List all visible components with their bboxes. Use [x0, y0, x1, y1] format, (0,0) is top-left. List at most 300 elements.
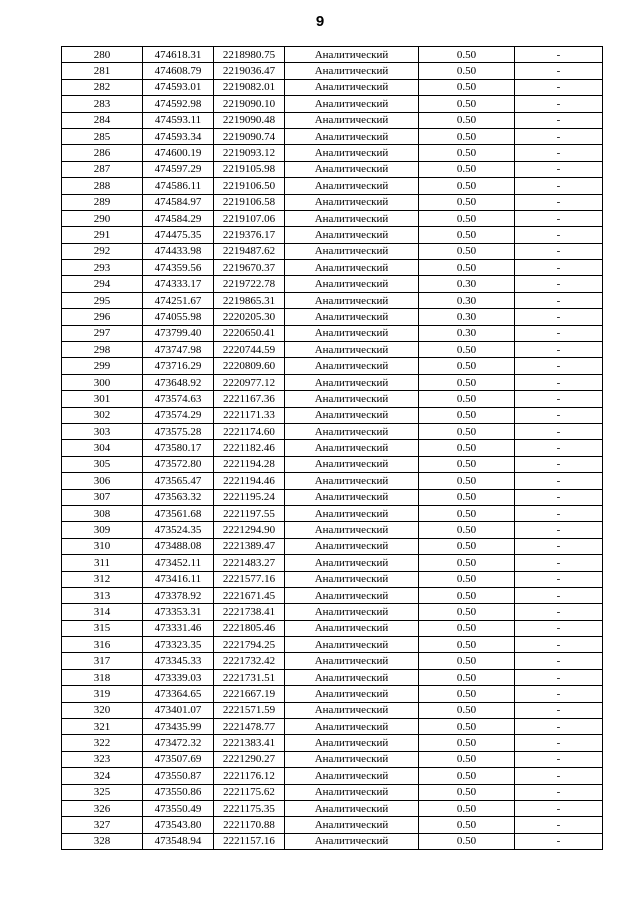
method-cell: Аналитический	[285, 571, 419, 587]
accuracy-cell: 0.50	[419, 423, 515, 439]
description-cell: -	[515, 96, 603, 112]
x-coordinate-cell: 474592.98	[143, 96, 214, 112]
accuracy-cell: 0.50	[419, 342, 515, 358]
method-cell: Аналитический	[285, 391, 419, 407]
y-coordinate-cell: 2221794.25	[214, 637, 285, 653]
point-number-cell: 293	[62, 260, 143, 276]
y-coordinate-cell: 2219107.06	[214, 210, 285, 226]
description-cell: -	[515, 243, 603, 259]
coordinates-table-body	[62, 47, 603, 850]
method-cell: Аналитический	[285, 604, 419, 620]
accuracy-cell: 0.50	[419, 653, 515, 669]
description-cell: -	[515, 571, 603, 587]
accuracy-cell: 0.50	[419, 604, 515, 620]
x-coordinate-cell: 474251.67	[143, 292, 214, 308]
y-coordinate-cell: 2219376.17	[214, 227, 285, 243]
description-cell: -	[515, 784, 603, 800]
description-cell: -	[515, 686, 603, 702]
table-row	[62, 473, 603, 489]
point-number-cell: 312	[62, 571, 143, 587]
accuracy-cell: 0.50	[419, 817, 515, 833]
y-coordinate-cell: 2221577.16	[214, 571, 285, 587]
x-coordinate-cell: 474618.31	[143, 47, 214, 63]
point-number-cell: 327	[62, 817, 143, 833]
y-coordinate-cell: 2221194.28	[214, 456, 285, 472]
table-row	[62, 276, 603, 292]
x-coordinate-cell: 474597.29	[143, 161, 214, 177]
accuracy-cell: 0.50	[419, 833, 515, 849]
table-row	[62, 112, 603, 128]
accuracy-cell: 0.50	[419, 735, 515, 751]
table-row	[62, 637, 603, 653]
point-number-cell: 317	[62, 653, 143, 669]
table-row	[62, 227, 603, 243]
point-number-cell: 283	[62, 96, 143, 112]
accuracy-cell: 0.30	[419, 292, 515, 308]
description-cell: -	[515, 210, 603, 226]
table-row	[62, 178, 603, 194]
point-number-cell: 297	[62, 325, 143, 341]
method-cell: Аналитический	[285, 473, 419, 489]
accuracy-cell: 0.30	[419, 276, 515, 292]
point-number-cell: 280	[62, 47, 143, 63]
description-cell: -	[515, 620, 603, 636]
table-row	[62, 800, 603, 816]
table-row	[62, 407, 603, 423]
y-coordinate-cell: 2220809.60	[214, 358, 285, 374]
table-row	[62, 161, 603, 177]
accuracy-cell: 0.50	[419, 702, 515, 718]
x-coordinate-cell: 473472.32	[143, 735, 214, 751]
method-cell: Аналитический	[285, 784, 419, 800]
table-row	[62, 79, 603, 95]
x-coordinate-cell: 473575.28	[143, 423, 214, 439]
method-cell: Аналитический	[285, 79, 419, 95]
accuracy-cell: 0.50	[419, 260, 515, 276]
description-cell: -	[515, 473, 603, 489]
x-coordinate-cell: 474600.19	[143, 145, 214, 161]
point-number-cell: 302	[62, 407, 143, 423]
x-coordinate-cell: 473648.92	[143, 374, 214, 390]
x-coordinate-cell: 473799.40	[143, 325, 214, 341]
description-cell: -	[515, 522, 603, 538]
description-cell: -	[515, 325, 603, 341]
accuracy-cell: 0.50	[419, 79, 515, 95]
point-number-cell: 314	[62, 604, 143, 620]
y-coordinate-cell: 2221671.45	[214, 587, 285, 603]
accuracy-cell: 0.50	[419, 620, 515, 636]
description-cell: -	[515, 538, 603, 554]
description-cell: -	[515, 505, 603, 521]
accuracy-cell: 0.50	[419, 407, 515, 423]
method-cell: Аналитический	[285, 669, 419, 685]
y-coordinate-cell: 2219487.62	[214, 243, 285, 259]
method-cell: Аналитический	[285, 637, 419, 653]
accuracy-cell: 0.50	[419, 145, 515, 161]
y-coordinate-cell: 2221571.59	[214, 702, 285, 718]
y-coordinate-cell: 2221290.27	[214, 751, 285, 767]
table-row	[62, 440, 603, 456]
accuracy-cell: 0.50	[419, 96, 515, 112]
x-coordinate-cell: 473331.46	[143, 620, 214, 636]
point-number-cell: 292	[62, 243, 143, 259]
table-row	[62, 538, 603, 554]
y-coordinate-cell: 2219090.74	[214, 128, 285, 144]
point-number-cell: 307	[62, 489, 143, 505]
x-coordinate-cell: 474359.56	[143, 260, 214, 276]
accuracy-cell: 0.50	[419, 768, 515, 784]
x-coordinate-cell: 473507.69	[143, 751, 214, 767]
x-coordinate-cell: 473543.80	[143, 817, 214, 833]
accuracy-cell: 0.50	[419, 800, 515, 816]
method-cell: Аналитический	[285, 555, 419, 571]
method-cell: Аналитический	[285, 522, 419, 538]
method-cell: Аналитический	[285, 178, 419, 194]
accuracy-cell: 0.50	[419, 719, 515, 735]
table-row	[62, 96, 603, 112]
point-number-cell: 328	[62, 833, 143, 849]
table-row	[62, 571, 603, 587]
accuracy-cell: 0.50	[419, 473, 515, 489]
point-number-cell: 303	[62, 423, 143, 439]
point-number-cell: 284	[62, 112, 143, 128]
x-coordinate-cell: 473550.86	[143, 784, 214, 800]
y-coordinate-cell: 2221294.90	[214, 522, 285, 538]
point-number-cell: 325	[62, 784, 143, 800]
method-cell: Аналитический	[285, 342, 419, 358]
accuracy-cell: 0.50	[419, 358, 515, 374]
table-row	[62, 63, 603, 79]
table-row	[62, 768, 603, 784]
method-cell: Аналитический	[285, 309, 419, 325]
description-cell: -	[515, 227, 603, 243]
table-row	[62, 47, 603, 63]
x-coordinate-cell: 473563.32	[143, 489, 214, 505]
method-cell: Аналитический	[285, 735, 419, 751]
y-coordinate-cell: 2221174.60	[214, 423, 285, 439]
x-coordinate-cell: 473488.08	[143, 538, 214, 554]
method-cell: Аналитический	[285, 620, 419, 636]
accuracy-cell: 0.50	[419, 555, 515, 571]
method-cell: Аналитический	[285, 227, 419, 243]
description-cell: -	[515, 751, 603, 767]
method-cell: Аналитический	[285, 63, 419, 79]
point-number-cell: 299	[62, 358, 143, 374]
description-cell: -	[515, 260, 603, 276]
description-cell: -	[515, 604, 603, 620]
x-coordinate-cell: 473364.65	[143, 686, 214, 702]
description-cell: -	[515, 702, 603, 718]
point-number-cell: 290	[62, 210, 143, 226]
x-coordinate-cell: 473435.99	[143, 719, 214, 735]
method-cell: Аналитический	[285, 768, 419, 784]
point-number-cell: 295	[62, 292, 143, 308]
point-number-cell: 304	[62, 440, 143, 456]
method-cell: Аналитический	[285, 505, 419, 521]
description-cell: -	[515, 79, 603, 95]
point-number-cell: 294	[62, 276, 143, 292]
point-number-cell: 309	[62, 522, 143, 538]
y-coordinate-cell: 2220650.41	[214, 325, 285, 341]
table-row	[62, 669, 603, 685]
method-cell: Аналитический	[285, 800, 419, 816]
y-coordinate-cell: 2219105.98	[214, 161, 285, 177]
point-number-cell: 320	[62, 702, 143, 718]
table-row	[62, 522, 603, 538]
accuracy-cell: 0.50	[419, 751, 515, 767]
accuracy-cell: 0.50	[419, 522, 515, 538]
method-cell: Аналитический	[285, 702, 419, 718]
y-coordinate-cell: 2221805.46	[214, 620, 285, 636]
y-coordinate-cell: 2221389.47	[214, 538, 285, 554]
table-row	[62, 620, 603, 636]
accuracy-cell: 0.50	[419, 128, 515, 144]
accuracy-cell: 0.50	[419, 374, 515, 390]
x-coordinate-cell: 473550.49	[143, 800, 214, 816]
table-row	[62, 505, 603, 521]
x-coordinate-cell: 473550.87	[143, 768, 214, 784]
x-coordinate-cell: 473580.17	[143, 440, 214, 456]
y-coordinate-cell: 2221175.35	[214, 800, 285, 816]
point-number-cell: 298	[62, 342, 143, 358]
method-cell: Аналитический	[285, 194, 419, 210]
method-cell: Аналитический	[285, 47, 419, 63]
description-cell: -	[515, 358, 603, 374]
accuracy-cell: 0.50	[419, 686, 515, 702]
accuracy-cell: 0.50	[419, 784, 515, 800]
description-cell: -	[515, 637, 603, 653]
table-row	[62, 358, 603, 374]
y-coordinate-cell: 2219082.01	[214, 79, 285, 95]
table-row	[62, 456, 603, 472]
description-cell: -	[515, 555, 603, 571]
description-cell: -	[515, 456, 603, 472]
accuracy-cell: 0.50	[419, 637, 515, 653]
description-cell: -	[515, 309, 603, 325]
accuracy-cell: 0.50	[419, 112, 515, 128]
point-number-cell: 308	[62, 505, 143, 521]
y-coordinate-cell: 2219106.58	[214, 194, 285, 210]
x-coordinate-cell: 474433.98	[143, 243, 214, 259]
y-coordinate-cell: 2221478.77	[214, 719, 285, 735]
method-cell: Аналитический	[285, 817, 419, 833]
point-number-cell: 316	[62, 637, 143, 653]
point-number-cell: 322	[62, 735, 143, 751]
method-cell: Аналитический	[285, 276, 419, 292]
accuracy-cell: 0.50	[419, 538, 515, 554]
description-cell: -	[515, 653, 603, 669]
y-coordinate-cell: 2221167.36	[214, 391, 285, 407]
table-row	[62, 751, 603, 767]
accuracy-cell: 0.50	[419, 161, 515, 177]
x-coordinate-cell: 473401.07	[143, 702, 214, 718]
point-number-cell: 285	[62, 128, 143, 144]
method-cell: Аналитический	[285, 128, 419, 144]
x-coordinate-cell: 473452.11	[143, 555, 214, 571]
x-coordinate-cell: 473524.35	[143, 522, 214, 538]
accuracy-cell: 0.50	[419, 178, 515, 194]
y-coordinate-cell: 2219106.50	[214, 178, 285, 194]
page-number: 9	[315, 13, 325, 30]
point-number-cell: 323	[62, 751, 143, 767]
table-row	[62, 243, 603, 259]
table-row	[62, 391, 603, 407]
accuracy-cell: 0.50	[419, 669, 515, 685]
table-row	[62, 194, 603, 210]
description-cell: -	[515, 161, 603, 177]
point-number-cell: 319	[62, 686, 143, 702]
y-coordinate-cell: 2219090.48	[214, 112, 285, 128]
accuracy-cell: 0.50	[419, 456, 515, 472]
x-coordinate-cell: 474584.97	[143, 194, 214, 210]
y-coordinate-cell: 2219036.47	[214, 63, 285, 79]
point-number-cell: 289	[62, 194, 143, 210]
y-coordinate-cell: 2219722.78	[214, 276, 285, 292]
x-coordinate-cell: 473323.35	[143, 637, 214, 653]
x-coordinate-cell: 473747.98	[143, 342, 214, 358]
y-coordinate-cell: 2220744.59	[214, 342, 285, 358]
table-row	[62, 260, 603, 276]
x-coordinate-cell: 474608.79	[143, 63, 214, 79]
point-number-cell: 321	[62, 719, 143, 735]
point-number-cell: 282	[62, 79, 143, 95]
method-cell: Аналитический	[285, 96, 419, 112]
y-coordinate-cell: 2221182.46	[214, 440, 285, 456]
y-coordinate-cell: 2221194.46	[214, 473, 285, 489]
table-row	[62, 423, 603, 439]
table-row	[62, 325, 603, 341]
table-row	[62, 210, 603, 226]
method-cell: Аналитический	[285, 538, 419, 554]
description-cell: -	[515, 63, 603, 79]
accuracy-cell: 0.50	[419, 571, 515, 587]
x-coordinate-cell: 473353.31	[143, 604, 214, 620]
description-cell: -	[515, 112, 603, 128]
point-number-cell: 306	[62, 473, 143, 489]
description-cell: -	[515, 407, 603, 423]
method-cell: Аналитический	[285, 407, 419, 423]
table-row	[62, 833, 603, 849]
y-coordinate-cell: 2219865.31	[214, 292, 285, 308]
method-cell: Аналитический	[285, 456, 419, 472]
y-coordinate-cell: 2221667.19	[214, 686, 285, 702]
point-number-cell: 291	[62, 227, 143, 243]
point-number-cell: 301	[62, 391, 143, 407]
x-coordinate-cell: 474584.29	[143, 210, 214, 226]
x-coordinate-cell: 473574.63	[143, 391, 214, 407]
description-cell: -	[515, 47, 603, 63]
x-coordinate-cell: 473574.29	[143, 407, 214, 423]
method-cell: Аналитический	[285, 751, 419, 767]
method-cell: Аналитический	[285, 325, 419, 341]
description-cell: -	[515, 128, 603, 144]
accuracy-cell: 0.50	[419, 227, 515, 243]
method-cell: Аналитический	[285, 587, 419, 603]
description-cell: -	[515, 440, 603, 456]
table-row	[62, 555, 603, 571]
method-cell: Аналитический	[285, 145, 419, 161]
description-cell: -	[515, 768, 603, 784]
accuracy-cell: 0.50	[419, 243, 515, 259]
point-number-cell: 288	[62, 178, 143, 194]
table-row	[62, 653, 603, 669]
method-cell: Аналитический	[285, 243, 419, 259]
x-coordinate-cell: 474055.98	[143, 309, 214, 325]
description-cell: -	[515, 669, 603, 685]
method-cell: Аналитический	[285, 719, 419, 735]
method-cell: Аналитический	[285, 686, 419, 702]
method-cell: Аналитический	[285, 440, 419, 456]
x-coordinate-cell: 473416.11	[143, 571, 214, 587]
point-number-cell: 296	[62, 309, 143, 325]
y-coordinate-cell: 2221195.24	[214, 489, 285, 505]
method-cell: Аналитический	[285, 833, 419, 849]
coordinates-table	[61, 46, 603, 850]
description-cell: -	[515, 292, 603, 308]
description-cell: -	[515, 833, 603, 849]
x-coordinate-cell: 474475.35	[143, 227, 214, 243]
description-cell: -	[515, 423, 603, 439]
x-coordinate-cell: 474593.11	[143, 112, 214, 128]
y-coordinate-cell: 2221738.41	[214, 604, 285, 620]
x-coordinate-cell: 473716.29	[143, 358, 214, 374]
accuracy-cell: 0.50	[419, 440, 515, 456]
method-cell: Аналитический	[285, 260, 419, 276]
table-row	[62, 309, 603, 325]
description-cell: -	[515, 391, 603, 407]
y-coordinate-cell: 2220205.30	[214, 309, 285, 325]
x-coordinate-cell: 474333.17	[143, 276, 214, 292]
y-coordinate-cell: 2221731.51	[214, 669, 285, 685]
table-row	[62, 128, 603, 144]
table-row	[62, 374, 603, 390]
accuracy-cell: 0.50	[419, 489, 515, 505]
point-number-cell: 287	[62, 161, 143, 177]
description-cell: -	[515, 800, 603, 816]
accuracy-cell: 0.50	[419, 505, 515, 521]
method-cell: Аналитический	[285, 358, 419, 374]
y-coordinate-cell: 2219093.12	[214, 145, 285, 161]
y-coordinate-cell: 2221157.16	[214, 833, 285, 849]
x-coordinate-cell: 474593.01	[143, 79, 214, 95]
y-coordinate-cell: 2221197.55	[214, 505, 285, 521]
description-cell: -	[515, 587, 603, 603]
table-row	[62, 702, 603, 718]
table-row	[62, 489, 603, 505]
method-cell: Аналитический	[285, 112, 419, 128]
point-number-cell: 324	[62, 768, 143, 784]
y-coordinate-cell: 2221170.88	[214, 817, 285, 833]
x-coordinate-cell: 473565.47	[143, 473, 214, 489]
point-number-cell: 286	[62, 145, 143, 161]
point-number-cell: 318	[62, 669, 143, 685]
accuracy-cell: 0.50	[419, 47, 515, 63]
accuracy-cell: 0.30	[419, 309, 515, 325]
y-coordinate-cell: 2221175.62	[214, 784, 285, 800]
method-cell: Аналитический	[285, 161, 419, 177]
accuracy-cell: 0.50	[419, 194, 515, 210]
description-cell: -	[515, 817, 603, 833]
y-coordinate-cell: 2219090.10	[214, 96, 285, 112]
x-coordinate-cell: 473378.92	[143, 587, 214, 603]
method-cell: Аналитический	[285, 292, 419, 308]
x-coordinate-cell: 473548.94	[143, 833, 214, 849]
description-cell: -	[515, 276, 603, 292]
point-number-cell: 305	[62, 456, 143, 472]
table-row	[62, 784, 603, 800]
table-row	[62, 719, 603, 735]
point-number-cell: 315	[62, 620, 143, 636]
